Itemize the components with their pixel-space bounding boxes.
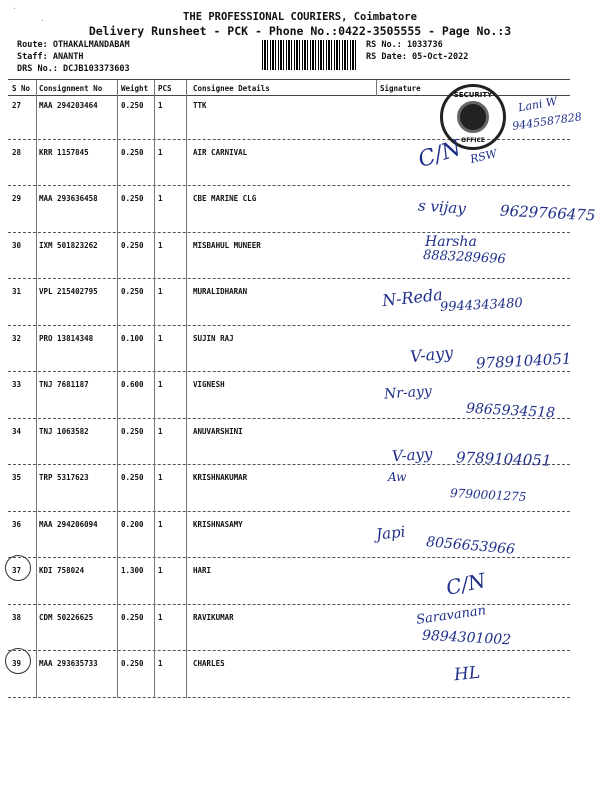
consignment-cell: TNJ 7681187 — [39, 380, 89, 389]
sno-cell: 27 — [12, 101, 22, 110]
sno-cell: 38 — [12, 612, 22, 622]
consignee-cell: VIGNESH — [193, 380, 225, 389]
consignment-cell: TRP 5317623 — [39, 473, 89, 482]
consignment-cell: PRO 13814348 — [39, 333, 94, 343]
rs-date: RS Date: 05-Oct-2022 — [366, 52, 469, 62]
signature-32: V-ayy — [409, 342, 454, 367]
runsheet-title: Delivery Runsheet - PCK - Phone No.:0422-3505555 - Page No.:3 — [88, 24, 512, 38]
sno-cell: 32 — [12, 333, 22, 343]
pcs-cell: 1 — [158, 566, 163, 575]
consignment-cell: MAA 293636458 — [39, 194, 98, 203]
sno-cell: 29 — [12, 194, 22, 203]
consignment-cell: CDM 50226625 — [39, 612, 94, 622]
signature-27: Lani W — [517, 94, 559, 115]
consignment-cell: KRR 1157845 — [39, 147, 89, 157]
consignee-cell: SUJIN RAJ — [193, 333, 234, 343]
consignee-cell: HARI — [193, 566, 212, 575]
scan-mark: · — [40, 16, 45, 25]
consignee-cell: MURALIDHARAN — [193, 287, 248, 296]
consignment-cell: MAA 293635733 — [39, 659, 98, 668]
weight-cell: 0.250 — [121, 659, 144, 668]
table-row — [0, 148, 600, 194]
table-row — [0, 659, 600, 705]
phone-29: 9629766475 — [499, 201, 596, 225]
signature-37: C/N — [443, 568, 488, 600]
phone-27: 9445587828 — [511, 110, 583, 133]
route-label: Route: OTHAKALMANDABAM — [17, 40, 130, 50]
consignee-cell: KRISHNAKUMAR — [193, 473, 248, 482]
consignee-cell: CHARLES — [193, 659, 225, 668]
table-top-rule — [8, 79, 570, 80]
sno-cell: 33 — [12, 380, 22, 389]
pcs-cell: 1 — [158, 380, 163, 389]
phone-33: 9865934518 — [465, 400, 556, 422]
pcs-cell: 1 — [158, 147, 163, 157]
sno-cell: 36 — [12, 519, 22, 529]
stamp-logo — [457, 101, 489, 133]
weight-cell: 0.100 — [121, 333, 144, 343]
consignment-cell: VPL 215402795 — [39, 287, 98, 296]
pcs-cell: 1 — [158, 612, 163, 622]
signature-35: V-ayy — [391, 444, 434, 466]
pcs-cell: 1 — [158, 333, 163, 343]
pcs-cell: 1 — [158, 659, 163, 668]
row-divider — [8, 278, 570, 279]
sno-cell: 35 — [12, 473, 22, 482]
consignment-cell: MAA 294203464 — [39, 101, 98, 110]
weight-cell: 0.250 — [121, 147, 144, 157]
sno-cell: 34 — [12, 426, 22, 436]
weight-cell: 0.250 — [121, 426, 144, 436]
phone-38: 9894301002 — [421, 627, 512, 649]
phone-31: 9944343480 — [439, 295, 524, 316]
signature-30: Harsha — [425, 234, 477, 250]
signature-28: C/N — [415, 135, 465, 174]
pcs-cell: 1 — [158, 287, 163, 296]
row-divider — [8, 557, 570, 558]
col-divider — [376, 80, 377, 96]
col-weight: Weight — [121, 84, 149, 93]
pcs-cell: 1 — [158, 426, 163, 436]
sno-cell: 28 — [12, 147, 22, 157]
barcode — [262, 40, 358, 70]
col-sno: S No — [12, 84, 31, 93]
sno-cell: 39 — [12, 659, 22, 668]
stamp-top-text: SECURITY — [453, 91, 493, 99]
consignment-cell: KDI 758024 — [39, 566, 85, 575]
pcs-cell: 1 — [158, 519, 163, 529]
sno-cell: 31 — [12, 287, 22, 296]
consignee-cell: AIR CARNIVAL — [193, 147, 248, 157]
row-divider — [8, 325, 570, 326]
signature-31: N-Reda — [381, 284, 444, 311]
circle-mark — [5, 648, 31, 674]
consignee-cell: ANUVARSHINI — [193, 426, 243, 436]
weight-cell: 0.250 — [121, 101, 144, 110]
row-divider — [8, 604, 570, 605]
weight-cell: 0.250 — [121, 240, 144, 250]
phone-32: 9789104051 — [475, 349, 572, 373]
sno-cell: 30 — [12, 240, 22, 250]
pcs-cell: 1 — [158, 194, 163, 203]
consignee-cell: RAVIKUMAR — [193, 612, 234, 622]
col-consignment: Consignment No — [39, 84, 103, 93]
weight-cell: 0.250 — [121, 287, 144, 296]
consignee-cell: MISBAHUL MUNEER — [193, 240, 261, 250]
phone-30: 8883289696 — [422, 247, 507, 268]
drs-number: DRS No.: DCJB103373603 — [17, 64, 130, 74]
staff-label: Staff: ANANTH — [17, 52, 84, 62]
pcs-cell: 1 — [158, 240, 163, 250]
row-divider — [8, 232, 570, 233]
pcs-cell: 1 — [158, 101, 163, 110]
pcs-cell: 1 — [158, 473, 163, 482]
signature-38: Saravanan — [415, 603, 487, 628]
signature-29: s vijay — [417, 196, 467, 218]
stamp-bottom-text: OFFICE — [460, 137, 486, 144]
signature-35b: Aw — [388, 470, 407, 484]
company-title: THE PROFESSIONAL COURIERS, Coimbatore — [183, 11, 417, 23]
phone-35b: 9790001275 — [449, 486, 527, 504]
weight-cell: 0.200 — [121, 519, 144, 529]
table-row — [0, 101, 600, 147]
phone-36: 8056653966 — [425, 534, 516, 558]
row-divider — [8, 511, 570, 512]
signature-39: HL — [453, 662, 482, 686]
row-divider — [8, 697, 570, 698]
consignment-cell: MAA 294206094 — [39, 519, 98, 529]
signature-33: Nr-ayy — [383, 383, 433, 403]
table-row — [0, 241, 600, 287]
weight-cell: 0.250 — [121, 473, 144, 482]
row-divider — [8, 650, 570, 651]
consignee-cell: CBE MARINE CLG — [193, 194, 257, 203]
weight-cell: 0.250 — [121, 194, 144, 203]
weight-cell: 0.250 — [121, 612, 144, 622]
consignee-cell: KRISHNASAMY — [193, 519, 243, 529]
weight-cell: 0.600 — [121, 380, 144, 389]
phone-35: 9789104051 — [455, 448, 552, 470]
col-consignee: Consignee Details — [193, 84, 270, 93]
col-signature: Signature — [380, 84, 421, 93]
consignment-cell: IXM 501823262 — [39, 240, 98, 250]
consignment-cell: TNJ 1063582 — [39, 426, 89, 436]
scan-mark: · — [12, 4, 17, 13]
consignee-cell: TTK — [193, 101, 207, 110]
note-28: RSW — [468, 146, 499, 167]
col-pcs: PCS — [158, 84, 172, 93]
sno-cell: 37 — [12, 566, 22, 575]
circle-mark — [5, 555, 31, 581]
weight-cell: 1.300 — [121, 566, 144, 575]
signature-36: Japi — [375, 522, 407, 544]
table-row — [0, 566, 600, 612]
row-divider — [8, 185, 570, 186]
rs-number: RS No.: 1033736 — [366, 40, 443, 50]
